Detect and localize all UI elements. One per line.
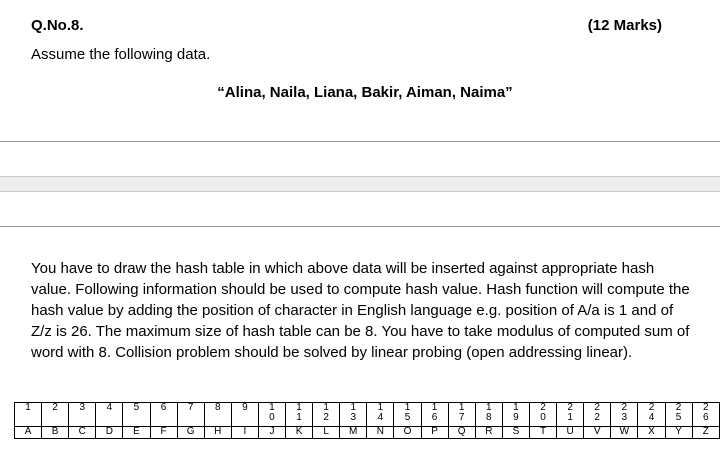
letter-cell: R: [475, 427, 502, 439]
letter-cell: P: [421, 427, 448, 439]
position-cell: 6: [150, 403, 177, 427]
letter-cell: S: [502, 427, 529, 439]
letter-cell: T: [529, 427, 556, 439]
position-cell: 2 2: [584, 403, 611, 427]
position-cell: 1 3: [340, 403, 367, 427]
position-cell: 8: [204, 403, 231, 427]
letter-cell: D: [96, 427, 123, 439]
divider-line: [0, 226, 720, 227]
data-line: “Alina, Naila, Liana, Bakir, Aiman, Naima”: [217, 84, 513, 101]
intro-text: Assume the following data.: [31, 46, 211, 63]
position-cell: 1 0: [258, 403, 285, 427]
letter-cell: M: [340, 427, 367, 439]
divider-line: [0, 141, 720, 142]
position-cell: 2: [42, 403, 69, 427]
letter-cell: Q: [448, 427, 475, 439]
alphabet-position-table: [14, 402, 720, 439]
position-cell: 9: [231, 403, 258, 427]
position-cell: 1 1: [285, 403, 312, 427]
position-cell: 3: [69, 403, 96, 427]
position-cell: 1 7: [448, 403, 475, 427]
question-marks: (12 Marks): [587, 17, 662, 34]
letter-cell: A: [15, 427, 42, 439]
position-row: [15, 403, 720, 427]
letter-cell: E: [123, 427, 150, 439]
letter-row: [15, 427, 720, 439]
letter-cell: Y: [665, 427, 692, 439]
position-cell: 1 2: [313, 403, 340, 427]
position-cell: 1 4: [367, 403, 394, 427]
letter-cell: O: [394, 427, 421, 439]
letter-cell: X: [638, 427, 665, 439]
instructions-paragraph: You have to draw the hash table in which above data will be inserted against appropriate hash value. Following information should be used to compute hash value. Hash function will compute the hash value by adding the position of character in English language e.g. position of A/a is 1 and of Z/z is 26. The maximum size of hash table can be 8. You have to take modulus of computed sum of word with 8. Collision problem should be solved by linear probing (open addressing linear).: [31, 260, 690, 361]
position-cell: 2 0: [529, 403, 556, 427]
letter-cell: I: [231, 427, 258, 439]
divider-band: [0, 176, 720, 192]
position-cell: 1: [15, 403, 42, 427]
letter-cell: Z: [692, 427, 719, 439]
letter-cell: U: [557, 427, 584, 439]
position-cell: 1 5: [394, 403, 421, 427]
letter-cell: C: [69, 427, 96, 439]
position-cell: 1 9: [502, 403, 529, 427]
position-cell: 1 6: [421, 403, 448, 427]
position-cell: 2 4: [638, 403, 665, 427]
letter-cell: J: [258, 427, 285, 439]
letter-cell: W: [611, 427, 638, 439]
position-cell: 1 8: [475, 403, 502, 427]
letter-cell: V: [584, 427, 611, 439]
question-number: Q.No.8.: [31, 17, 84, 34]
letter-cell: L: [313, 427, 340, 439]
position-cell: 7: [177, 403, 204, 427]
position-cell: 2 1: [557, 403, 584, 427]
position-cell: 2 3: [611, 403, 638, 427]
letter-cell: H: [204, 427, 231, 439]
letter-cell: N: [367, 427, 394, 439]
letter-cell: G: [177, 427, 204, 439]
position-cell: 2 6: [692, 403, 719, 427]
letter-cell: B: [42, 427, 69, 439]
position-cell: 5: [123, 403, 150, 427]
letter-cell: F: [150, 427, 177, 439]
position-cell: 2 5: [665, 403, 692, 427]
letter-cell: K: [285, 427, 312, 439]
position-cell: 4: [96, 403, 123, 427]
